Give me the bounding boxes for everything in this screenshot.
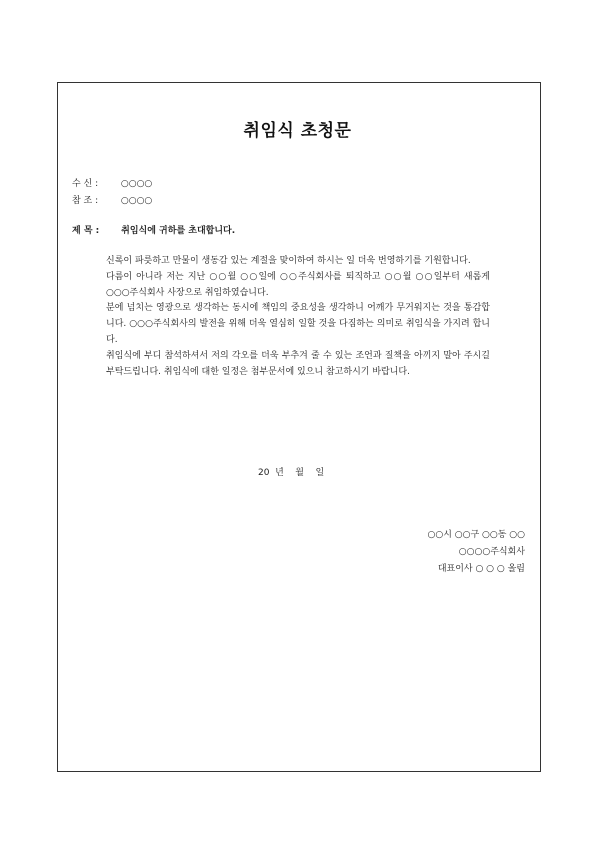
recipient-line bbox=[72, 176, 152, 189]
signature-block bbox=[428, 527, 526, 578]
paragraph-2: 다름이 아니라 저는 지난 ○○월 ○○일에 ○○주식회사를 퇴직하고 ○○월 ○○일부터 새롭게 ○○○주식회사 사장으로 취임하였습니다. bbox=[106, 271, 490, 298]
subject-value: 취임식에 귀하를 초대합니다. bbox=[121, 226, 236, 236]
sign-company: ○○○○주식회사 bbox=[458, 547, 525, 557]
sign-address: ○○시 ○○구 ○○동 ○○ bbox=[427, 530, 525, 540]
subject-label: 제 목 : bbox=[72, 226, 100, 236]
reference-value: ○○○○ bbox=[120, 196, 153, 206]
document-title: 취임식 초청문 bbox=[243, 121, 352, 141]
paragraph-3: 분에 넘치는 영광으로 생각하는 동시에 책임의 중요성을 생각하니 어깨가 무거워지는 것을 통감합니다. ○○○주식회사의 발전을 위해 더욱 열심히 일할 것을 다짐하는 의미로 취임식을 가지려 합니다. bbox=[106, 303, 490, 345]
recipient-value: ○○○○ bbox=[120, 179, 153, 189]
reference-label: 참 조 : bbox=[72, 196, 99, 206]
paragraph-1: 신록이 파릇하고 만물이 생동감 있는 계절을 맞이하여 하시는 일 더욱 번영하기를 기원합니다. bbox=[106, 256, 471, 266]
reference-line bbox=[72, 193, 152, 206]
paragraph-4: 취임식에 부디 참석하셔서 저의 각오를 더욱 부추겨 줄 수 있는 조언과 질책을 아끼지 말아 주시길 부탁드립니다. 취임식에 대한 일정은 첨부문서에 있으니 참고하시기 바랍니다. bbox=[106, 350, 490, 377]
recipient-label: 수 신 : bbox=[72, 179, 99, 189]
letter-body bbox=[106, 254, 490, 380]
date-line: 20 년 월 일 bbox=[258, 468, 325, 478]
sign-person: 대표이사 ○ ○ ○ 올림 bbox=[437, 564, 525, 574]
subject-line bbox=[72, 223, 235, 236]
